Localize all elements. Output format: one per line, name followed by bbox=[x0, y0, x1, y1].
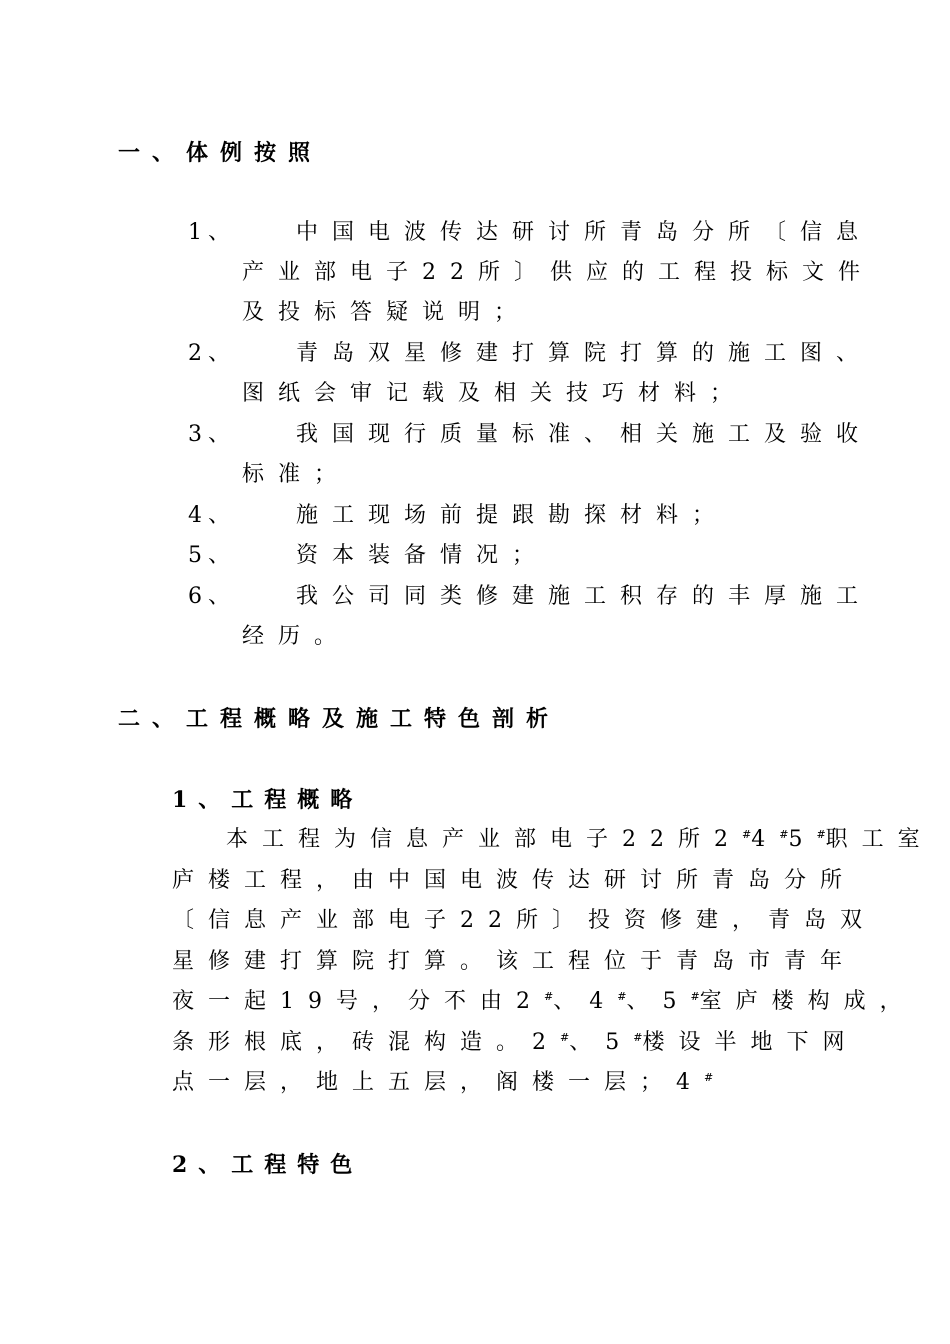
section-2-title: 二、工程概略及施工特色剖析 bbox=[118, 706, 561, 732]
subsection-2-title: 2、工程特色 bbox=[172, 1152, 364, 1178]
item-1-line-2: 产业部电子22所〕供应的工程投标文件 bbox=[242, 260, 874, 285]
item-2-number: 2、 bbox=[188, 341, 236, 366]
overview-line-2: 庐楼工程，由中国电波传达研讨所青岛分所 bbox=[172, 868, 857, 893]
overview-line-4: 星修建打算院打算。该工程位于青岛市青年 bbox=[172, 949, 857, 974]
item-4-number: 4、 bbox=[188, 503, 236, 528]
item-3-line-1: 我国现行质量标准、相关施工及验收 bbox=[296, 422, 873, 447]
overview-line-7: 点一层，地上五层，阁楼一层；4# bbox=[172, 1070, 714, 1095]
item-6-line-2: 经历。 bbox=[242, 624, 351, 649]
item-2-line-2: 图纸会审记载及相关技巧材料； bbox=[242, 381, 747, 406]
item-4-line-1: 施工现场前提跟勘探材料； bbox=[296, 503, 729, 528]
item-6-number: 6、 bbox=[188, 584, 236, 609]
subsection-1-title: 1、工程概略 bbox=[172, 787, 364, 813]
item-3-line-2: 标准； bbox=[242, 462, 351, 487]
item-1-number: 1、 bbox=[188, 220, 236, 245]
section-1-title: 一、体例按照 bbox=[118, 140, 323, 166]
item-1-line-3: 及投标答疑说明； bbox=[242, 300, 531, 325]
item-3-number: 3、 bbox=[188, 422, 236, 447]
item-6-line-1: 我公司同类修建施工积存的丰厚施工 bbox=[296, 584, 873, 609]
item-5-number: 5、 bbox=[188, 543, 236, 568]
overview-line-6: 条形根底，砖混构造。2#、5#楼设半地下网 bbox=[172, 1030, 859, 1055]
item-2-line-1: 青岛双星修建打算院打算的施工图、 bbox=[296, 341, 873, 366]
overview-line-1: 本工程为信息产业部电子22所2#4#5#职工室 bbox=[226, 827, 934, 852]
overview-line-5: 夜一起19号，分不由2#、4#、5#室庐楼构成， bbox=[172, 989, 916, 1014]
item-5-line-1: 资本装备情况； bbox=[296, 543, 549, 568]
item-1-line-1: 中国电波传达研讨所青岛分所〔信息 bbox=[296, 220, 873, 245]
overview-line-3: 〔信息产业部电子22所〕投资修建，青岛双 bbox=[172, 908, 876, 933]
